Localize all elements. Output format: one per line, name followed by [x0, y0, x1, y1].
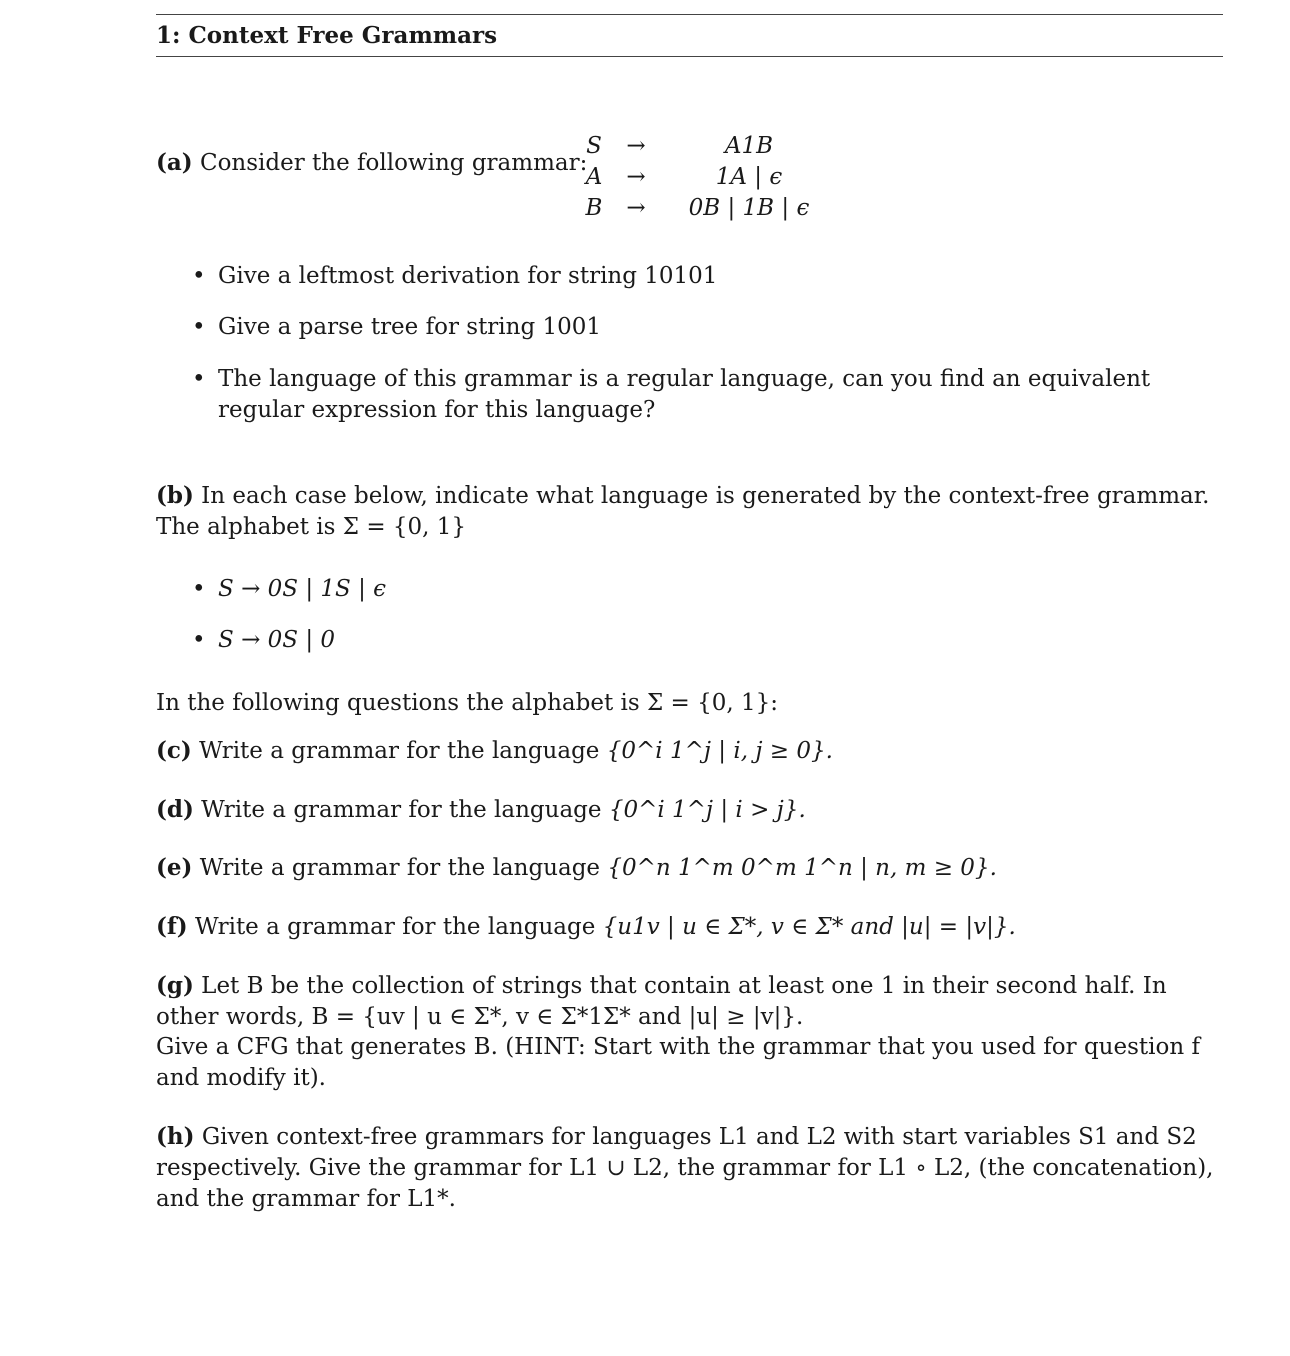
grammar-rhs: 1A | ϵ — [715, 164, 783, 190]
arrow-symbol: → — [626, 195, 646, 221]
grammar-table — [580, 131, 834, 224]
question-b-text: In each case below, indicate what language is generated by the context-free grammar. The alphabet is Σ = {0, 1} — [156, 483, 1210, 540]
bullet-icon: • — [192, 314, 206, 340]
bullet-icon: • — [192, 576, 206, 602]
list-item: S → 0S | 0 — [218, 627, 336, 653]
question-h-text: Given context-free grammars for languages L1 and L2 with start variables S1 and S2 respectively. Give the grammar for L1 ∪ L2, the grammar for L1 ∘ L2, (the concatenation), and the grammar for L1*. — [156, 1124, 1214, 1212]
bullet-icon: • — [192, 366, 206, 392]
arrow-symbol: → — [626, 133, 646, 159]
question-g — [156, 970, 1224, 1033]
question-f — [156, 911, 1016, 943]
question-a-label: (a) — [156, 149, 193, 176]
question-c-text: Write a grammar for the language — [199, 738, 600, 764]
question-d-math: {0^i 1^j | i > j}. — [608, 797, 806, 823]
question-b — [156, 480, 1224, 543]
grammar-row — [580, 131, 834, 162]
question-h — [156, 1121, 1224, 1215]
bullet-icon: • — [192, 627, 206, 653]
question-d-text: Write a grammar for the language — [201, 797, 602, 823]
question-e-label: (e) — [156, 854, 193, 881]
question-f-label: (f) — [156, 913, 188, 940]
grammar-row — [580, 162, 834, 193]
question-g-label: (g) — [156, 972, 194, 999]
list-item: Give a parse tree for string 1001 — [218, 314, 602, 340]
list-item: Give a leftmost derivation for string 10101 — [218, 263, 718, 289]
question-e-text: Write a grammar for the language — [199, 855, 601, 881]
question-d-label: (d) — [156, 796, 194, 823]
question-e — [156, 852, 997, 884]
grammar-lhs: S — [586, 133, 602, 159]
question-a — [156, 147, 587, 179]
top-rule — [156, 14, 1223, 15]
question-c — [156, 735, 833, 767]
grammar-lhs: B — [585, 195, 603, 221]
question-b-label: (b) — [156, 482, 194, 509]
question-a-text: Consider the following grammar: — [199, 150, 588, 176]
question-d — [156, 794, 806, 826]
section-title: 1: Context Free Grammars — [156, 22, 498, 49]
question-h-label: (h) — [156, 1123, 195, 1150]
grammar-rhs: 0B | 1B | ϵ — [688, 195, 810, 221]
question-f-math: {u1v | u ∈ Σ*, v ∈ Σ* and |u| = |v|}. — [602, 914, 1016, 940]
grammar-lhs: A — [585, 164, 603, 190]
title-underline — [156, 56, 1223, 57]
question-g-hint: Give a CFG that generates B. (HINT: Start with the grammar that you used for question f and modify it). — [156, 1034, 1200, 1091]
grammar-row — [580, 193, 834, 224]
question-c-label: (c) — [156, 737, 192, 764]
arrow-symbol: → — [626, 164, 646, 190]
grammar-rhs: A1B — [724, 133, 774, 159]
question-g-text: Let B be the collection of strings that contain at least one 1 in their second half. In other words, B = {uv | u ∈ Σ*, v ∈ Σ*1Σ* and |u| ≥ |v|}. — [156, 973, 1167, 1030]
question-c-math: {0^i 1^j | i, j ≥ 0}. — [606, 738, 833, 764]
bullet-icon: • — [192, 263, 206, 289]
question-f-text: Write a grammar for the language — [194, 914, 596, 940]
question-e-math: {0^n 1^m 0^m 1^n | n, m ≥ 0}. — [607, 855, 997, 881]
alphabet-note: In the following questions the alphabet is Σ = {0, 1}: — [156, 690, 779, 716]
list-item: S → 0S | 1S | ϵ — [218, 576, 387, 602]
list-item: The language of this grammar is a regular language, can you find an equivalent regular expression for this language? — [218, 366, 1151, 423]
